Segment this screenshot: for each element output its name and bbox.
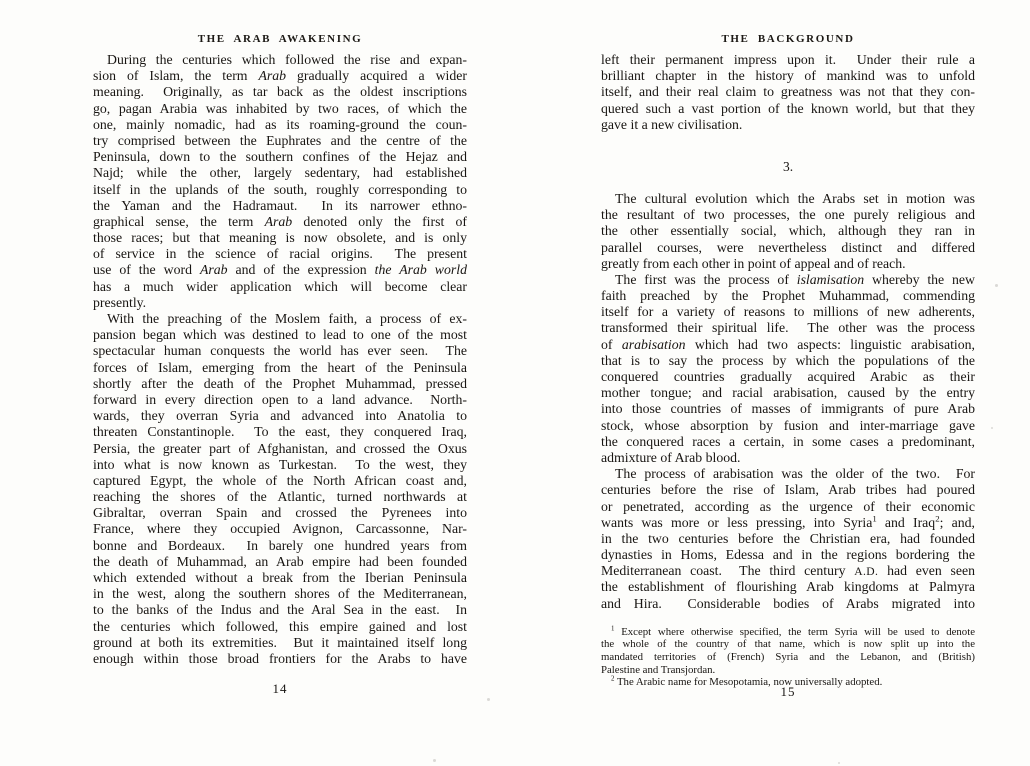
scan-speck [487, 698, 490, 701]
text-line: enough within those broad frontiers for the Arabs to have [93, 650, 467, 666]
text-line: go, pagan Arabia was inhabited by two races, of which the [93, 100, 467, 116]
text-line: Gibraltar, overran Spain and crossed the Pyrenees into [93, 505, 467, 521]
text-line: forces of Islam, emerging from the heart of the Peninsula [93, 359, 467, 375]
text-line: admixture of Arab blood. [601, 449, 741, 465]
scan-speck [995, 284, 998, 287]
text-line: has a much wider application which will become clear [93, 278, 467, 294]
text-line: transformed their spiritual life. The other was the process [601, 320, 975, 336]
text-line: meaning. Originally, as tar back as the oldest inscriptions [93, 84, 467, 100]
text-line: Palestine and Transjordan. [601, 663, 716, 676]
text-line: quered such a vast portion of the known world, but that they [601, 100, 975, 116]
text-line: those races; but that meaning is now obsolete, and is only [93, 230, 467, 246]
right-body-text-block [601, 191, 975, 612]
paragraph [601, 626, 975, 676]
text-line: $^2$ The Arabic name for Mesopotamia, now universally adopted. [611, 675, 883, 689]
text-line: of service in the science of racial origins. The present [93, 246, 467, 262]
scan-speck [433, 759, 436, 762]
paragraph [93, 52, 467, 311]
text-line: The first was the process of islamisation whereby the new [615, 271, 975, 287]
scan-speck [991, 427, 993, 429]
text-line: mandated territories of (French) Syria and the Lebanon, and (British) [601, 651, 975, 663]
page-number-right: 15 [780, 684, 796, 699]
text-line: one, mainly nomadic, had as its roaming-ground the coun- [93, 116, 467, 132]
text-line: use of the word Arab and of the expression the Arab world [93, 262, 467, 278]
text-line: bonne and Bordeaux. In barely one hundred years from [93, 537, 467, 553]
text-line: of arabisation which had two aspects: linguistic arabisation, [601, 336, 975, 352]
text-line: During the centuries which followed the rise and expan- [107, 52, 467, 67]
text-line: the centuries which followed, this empire gained and lost [93, 618, 467, 634]
paragraph [601, 272, 975, 466]
text-line: or penetrated, according as the urgence of their economic [601, 498, 975, 514]
paragraph [601, 191, 975, 272]
text-line: the establishment of flourishing Arab kingdoms at Palmyra [601, 579, 975, 595]
text-line: presently. [93, 294, 147, 310]
text-line: and Hira. Considerable bodies of Arabs migrated into [601, 595, 975, 611]
running-header-right: THE BACKGROUND [721, 33, 855, 45]
text-line: the conquered races a certain, in some cases a predominant, [601, 433, 975, 449]
text-line: stock, whose absorption by fusion and inter-marriage gave [601, 417, 975, 433]
text-line: the death of Muhammad, an Arab empire had been founded [93, 553, 467, 569]
text-line: France, where they occupied Avignon, Carcassonne, Nar- [93, 521, 467, 537]
text-line: left their permanent impress upon it. Under their rule a [601, 52, 975, 67]
text-line: reaching the shores of the Atlantic, turned northwards at [93, 489, 467, 505]
text-line: dynasties in Homs, Edessa and in the regions bordering the [601, 547, 975, 563]
text-line: in the west, along the southern shores of the Mediterranean, [93, 586, 467, 602]
text-line: parallel courses, were nevertheless distinct and differed [601, 239, 975, 255]
scan-speck [838, 762, 840, 764]
text-line: forward in every direction open to a land advance. North- [93, 391, 467, 407]
section-number: 3. [782, 158, 794, 174]
paragraph [93, 311, 467, 667]
text-line: in the two centuries before the Christian era, had founded [601, 530, 975, 546]
text-line: conquered countries gradually acquired Arabic as their [601, 369, 975, 384]
left-page [93, 30, 467, 750]
text-line: graphical sense, the term Arab denoted only the first of [93, 213, 467, 229]
text-line: The process of arabisation was the older of the two. For [615, 466, 975, 482]
text-line: mother tongue; and racial arabisation, caused by the entry [601, 385, 975, 401]
text-line: wards, they overran Syria and advanced into Anatolia to [93, 408, 467, 424]
text-line: Najd; while the other, largely sedentary, had established [93, 165, 467, 181]
text-line: ground at both its extremities. But it maintained itself long [93, 634, 467, 650]
text-line: captured Egypt, the whole of the North African coast and, [93, 472, 467, 488]
text-line: try comprised between the Euphrates and the centre of the [93, 132, 467, 148]
text-line: the Yaman and the Hadramaut. In its narrower ethno- [93, 197, 467, 213]
text-line: spectacular human conquests the world has ever seen. The [93, 343, 467, 359]
text-line: With the preaching of the Moslem faith, a process of ex- [107, 311, 467, 326]
text-line: the resultant of two processes, the one purely religious and [601, 207, 975, 223]
text-line: the whole of the country of that name, which is now split up into the [601, 638, 975, 651]
footnotes-block [601, 626, 975, 689]
text-line: Peninsula, down to the southern confines of the Hejaz and [93, 149, 467, 165]
text-line: sion of Islam, the term Arab gradually acquired a wider [93, 68, 467, 84]
right-intro-text-block [601, 52, 975, 133]
text-line: pansion began which was destined to lead to one of the most [93, 327, 467, 343]
text-line: shortly after the death of the Prophet Muhammad, pressed [93, 375, 467, 391]
right-page [601, 30, 975, 750]
text-line: brilliant chapter in the history of mankind was to unfold [601, 68, 975, 84]
text-line: itself for a variety of reasons to millions of new adherents, [601, 304, 975, 320]
text-line: greatly from each other in point of appeal and of reach. [601, 255, 906, 271]
paragraph [601, 466, 975, 612]
text-line: into those countries of masses of immigrants of pure Arab [601, 401, 975, 417]
text-line: itself in the uplands of the south, roughly corresponding to [93, 181, 467, 197]
text-line: Mediterranean coast. The third century A.D. had even seen [601, 563, 975, 579]
text-line: $^1$ Except where otherwise specified, the term Syria will be used to denote [611, 625, 975, 638]
text-line: into what is now known as Turkestan. To the west, they [93, 456, 467, 472]
text-line: to the banks of the Indus and the Aral Sea in the east. In [93, 602, 467, 618]
text-line: which extended without a break from the Iberian Peninsula [93, 570, 467, 585]
left-text-block [93, 52, 467, 667]
page-number-left: 14 [272, 681, 288, 696]
running-header-left: THE ARAB AWAKENING [197, 33, 363, 45]
text-line: the other essentially social, which, although they ran in [601, 223, 975, 239]
text-line: centuries before the rise of Islam, Arab tribes had poured [601, 482, 975, 498]
text-line: Persia, the greater part of Afghanistan, and crossed the Oxus [93, 440, 467, 456]
text-line: wants was more or less pressing, into Syria$^1$ and Iraq$^2$; and, [601, 513, 975, 530]
text-line: The cultural evolution which the Arabs set in motion was [615, 190, 975, 206]
text-line: that is to say the process by which the populations of the [601, 352, 975, 368]
text-line: threaten Constantinople. To the east, they conquered Iraq, [93, 424, 467, 440]
text-line: faith preached by the Prophet Muhammad, commending [601, 288, 975, 304]
text-line: gave it a new civilisation. [601, 116, 743, 132]
text-line: itself, and their real claim to greatness was not that they con- [601, 84, 975, 100]
paragraph [601, 52, 975, 133]
